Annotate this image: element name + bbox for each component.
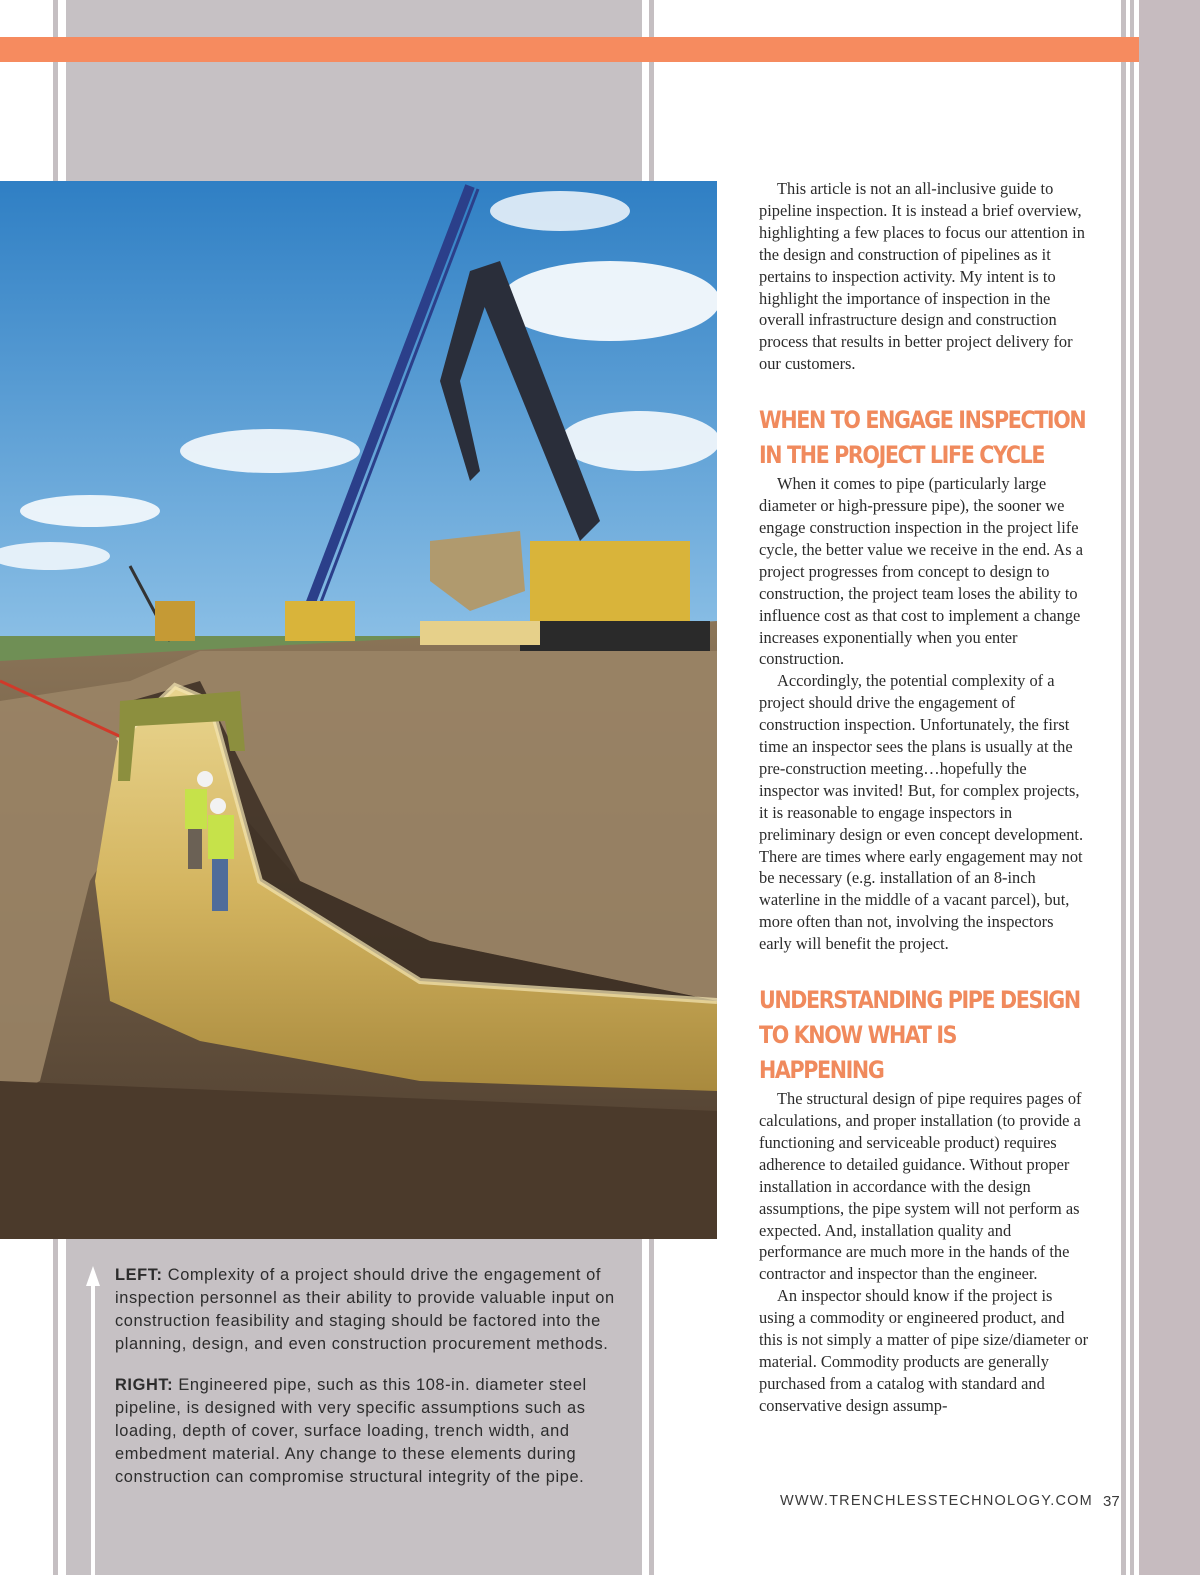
section-heading-engage-inspection: WHEN TO ENGAGE INSPECTION IN THE PROJECT LIFE CYCLE — [759, 406, 1086, 470]
article-paragraph: When it comes to pipe (particularly large diameter or high-pressure pipe), the sooner we engage construction inspection in the project life cycle, the better value we receive in the end. As a project progresses from concept to design to construction, the project team loses the ability to influence cost as that cost to implement a change increases exponentially when you enter construction. — [759, 474, 1084, 669]
caption-right — [115, 1374, 635, 1489]
top-accent-band — [0, 37, 1139, 62]
footer-website-url: WWW.TRENCHLESSTECHNOLOGY.COM — [780, 1493, 1093, 1509]
section-heading-pipe-design: UNDERSTANDING PIPE DESIGN TO KNOW WHAT IS HAPPENING — [759, 986, 1080, 1085]
right-edge-panel — [1139, 0, 1200, 1575]
caption-left — [115, 1264, 635, 1356]
article-intro: This article is not an all-inclusive guide to pipeline inspection. It is instead a brief overview, highlighting a few places to focus our attention in the design and construction of pipelines as it pertains to inspection activity. My intent is to highlight the importance of inspection in the overall infrastructure design and construction process that results in better project delivery for our customers. — [759, 179, 1085, 374]
article-paragraph: Accordingly, the potential complexity of a project should drive the engagement of construction inspection. Unfortunately, the first time an inspector sees the plans is usually at the pre-construction meeting…hopefully the inspector was invited! But, for complex projects, it is reasonable to engage inspectors in preliminary design or even concept development. There are times where early engagement may not be necessary (e.g. installation of an 8-inch waterline in the middle of a vacant parcel), but, more often than not, involving the inspectors early will benefit the project. — [759, 671, 1084, 954]
right-rule-outer — [1130, 0, 1134, 1575]
caption-left-label: LEFT: — [115, 1266, 163, 1284]
pipeline-construction-photo — [0, 181, 717, 1239]
caption-left-text: Complexity of a project should drive the engagement of inspection personnel as their ability to provide valuable input on construction feasibility and staging should be factored into the planning, design, and even construction procurement methods. — [115, 1266, 615, 1353]
caption-right-text: Engineered pipe, such as this 108-in. diameter steel pipeline, is designed with very specific assumptions such as loading, depth of cover, surface loading, trench width, and embedment material. Any change to these elements during construction can compromise structural integrity of the pipe. — [115, 1376, 587, 1486]
photo-caption — [115, 1264, 635, 1507]
page-number: 37 — [1103, 1493, 1120, 1510]
article-paragraph: The structural design of pipe requires pages of calculations, and proper installation (to provide a functioning and serviceable product) requires adherence to detailed guidance. Without proper installation in accordance with the design assumptions, the pipe system will not perform as expected. And, installation quality and performance are much more in the hands of the contractor and inspector than the engineer. — [759, 1089, 1082, 1284]
caption-up-arrow-icon — [86, 1266, 100, 1575]
right-rule-inner — [1121, 0, 1126, 1575]
caption-right-label: RIGHT: — [115, 1376, 174, 1394]
article-column — [759, 178, 1089, 1417]
article-paragraph: An inspector should know if the project is using a commodity or engineered product, and this is not simply a matter of pipe size/diameter or material. Commodity products are generally purchased from a catalog with standard and conservative design assump- — [759, 1286, 1089, 1415]
